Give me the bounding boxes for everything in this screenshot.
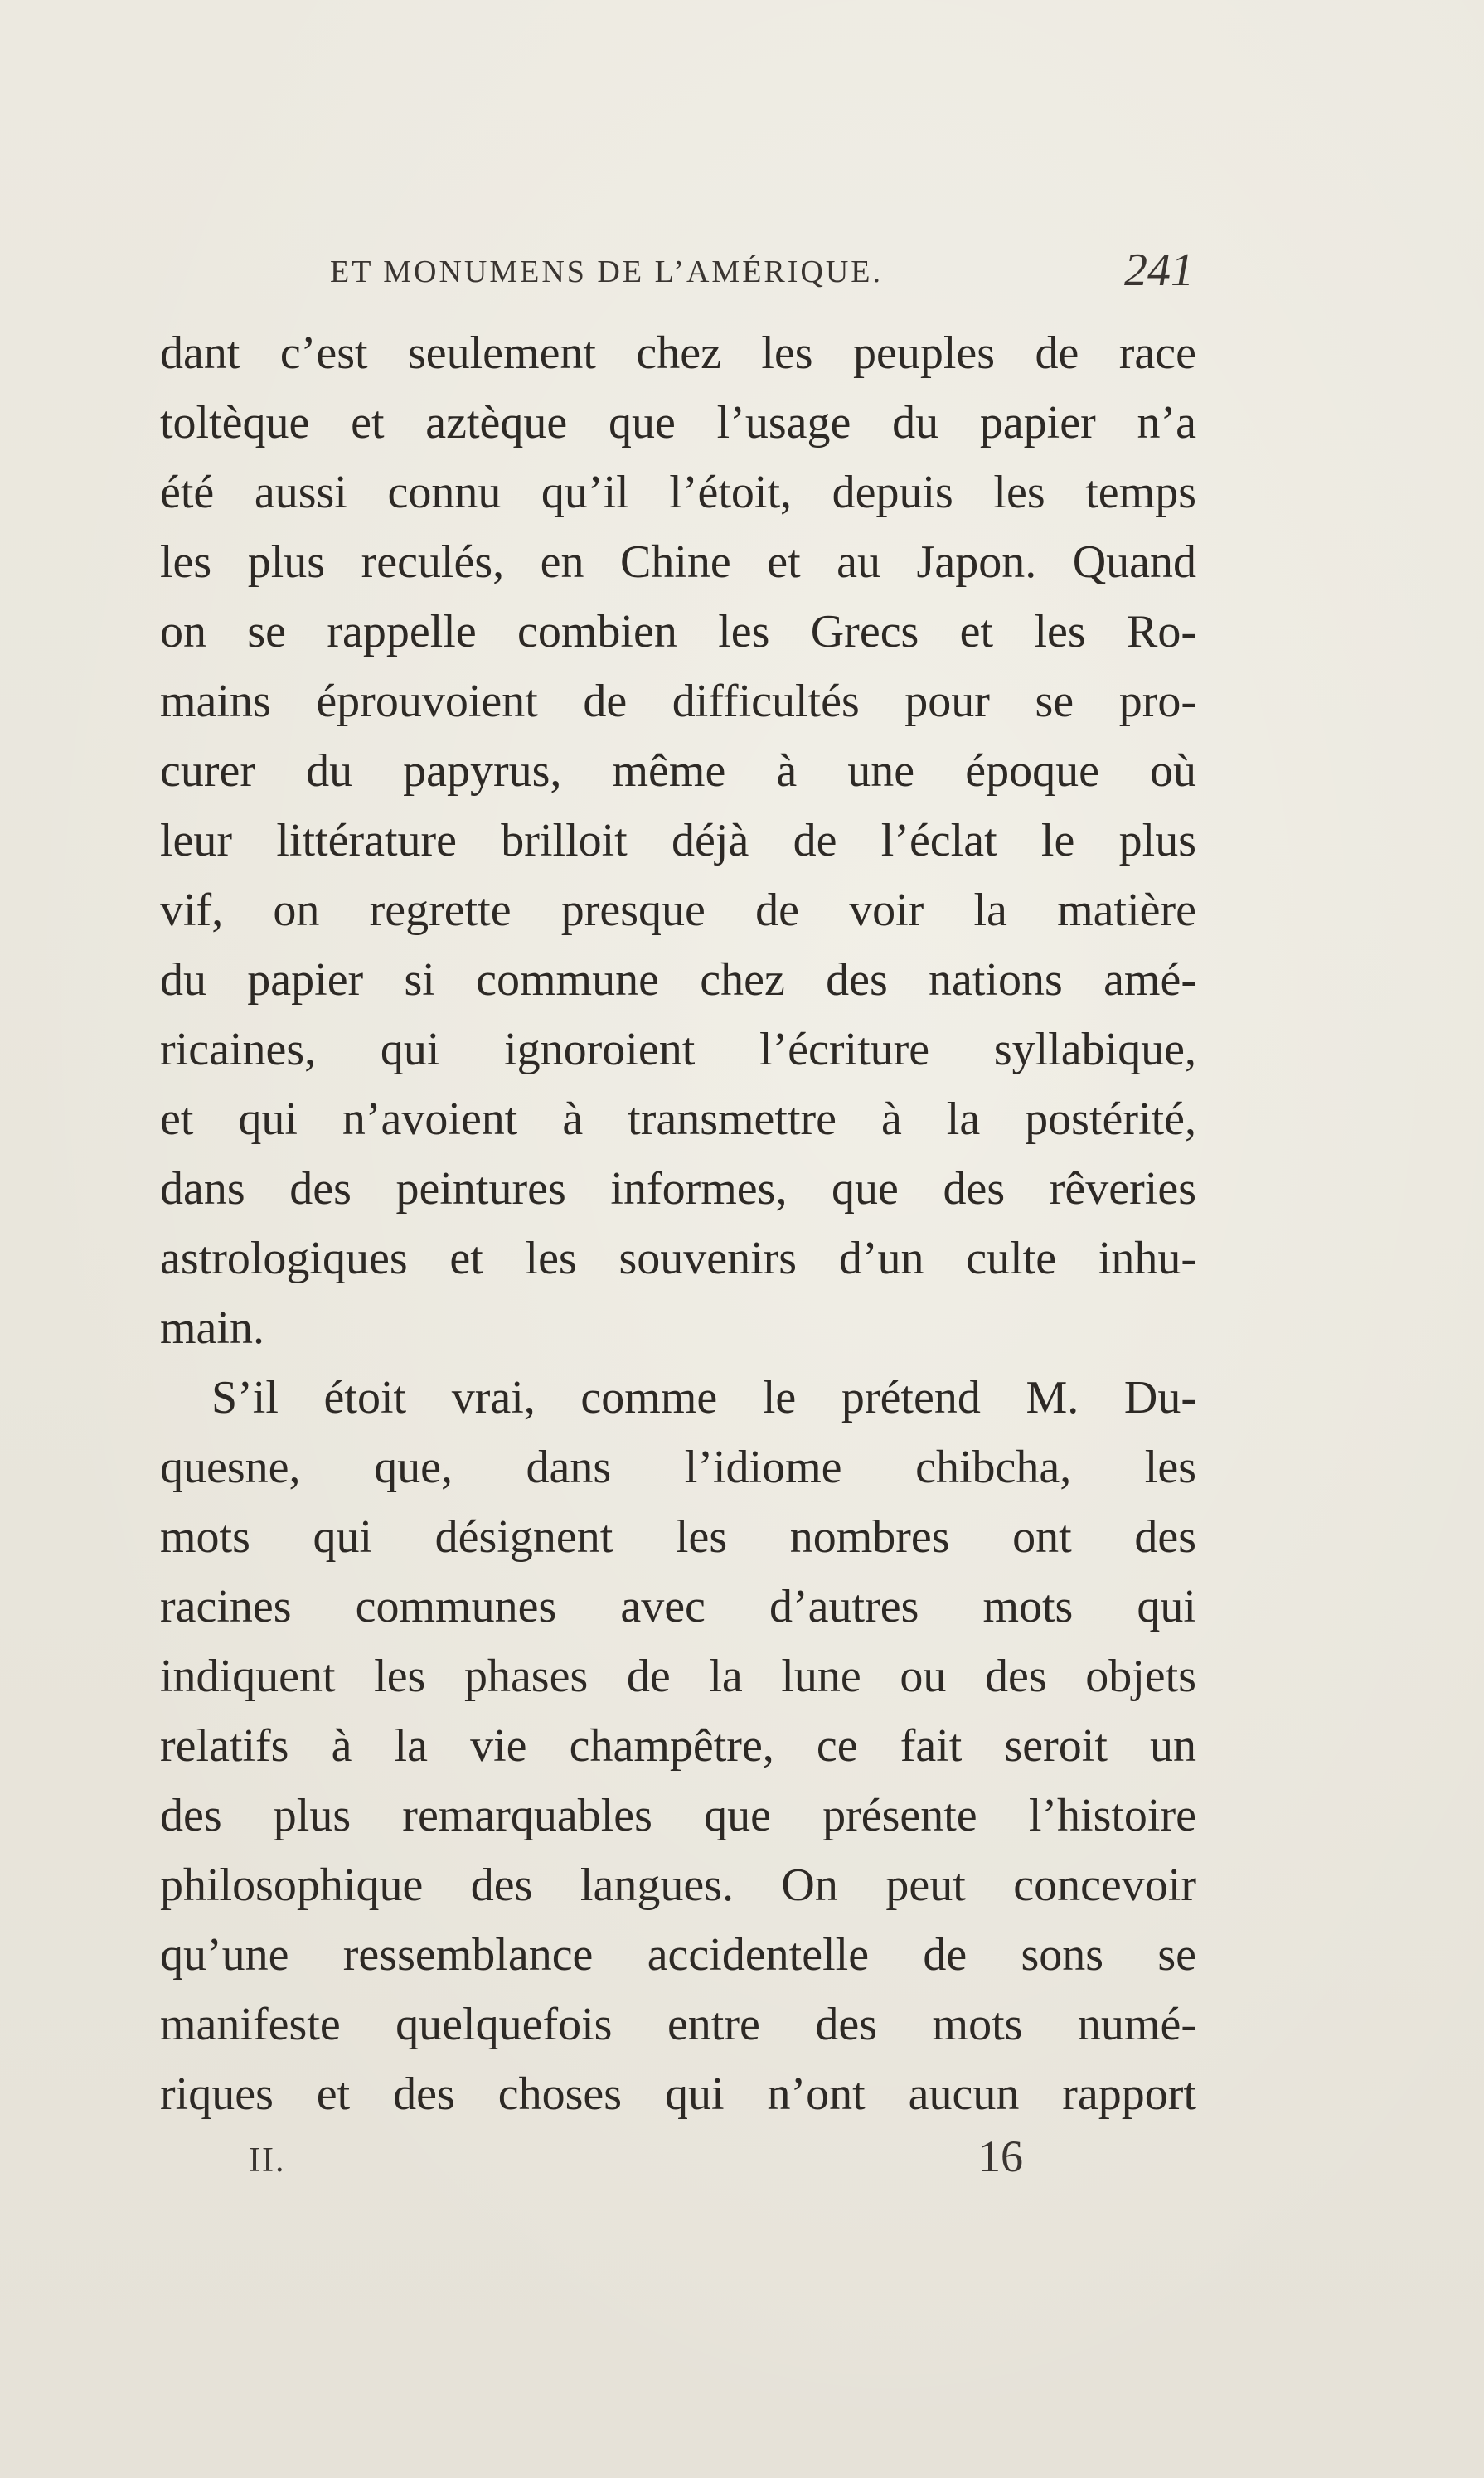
signature-mark: II. (249, 2141, 286, 2180)
text-line: astrologiques et les souvenirs d’un culte inhu- (160, 1233, 1196, 1284)
text-line: leur littérature brilloit déjà de l’éclat le plus (160, 815, 1196, 866)
text-line: racines communes avec d’autres mots qui (160, 1581, 1196, 1632)
text-line: relatifs à la vie champêtre, ce fait seroit un (160, 1720, 1196, 1772)
text-line: quesne, que, dans l’idiome chibcha, les (160, 1442, 1196, 1493)
text-line: des plus remarquables que présente l’histoire (160, 1790, 1196, 1841)
text-line: dans des peintures informes, que des rêveries (160, 1163, 1196, 1215)
text-line: ricaines, qui ignoroient l’écriture syllabique, (160, 1024, 1196, 1075)
text-line: qu’une ressemblance accidentelle de sons se (160, 1929, 1196, 1981)
page-number: 241 (1124, 245, 1194, 296)
body-text (160, 318, 1196, 2129)
page-footer (0, 2131, 1484, 2197)
page-header (330, 245, 1200, 307)
paragraph-end-line: main. (160, 1302, 264, 1354)
text-line: on se rappelle combien les Grecs et les Ro- (160, 606, 1196, 657)
text-line: dant c’est seulement chez les peuples de race (160, 327, 1196, 379)
text-line: du papier si commune chez des nations amé- (160, 954, 1196, 1006)
text-line: curer du papyrus, même à une époque où (160, 745, 1196, 797)
text-line: philosophique des langues. On peut concevoir (160, 1860, 1196, 1911)
text-line: les plus reculés, en Chine et au Japon. Quand (160, 536, 1196, 588)
running-title: ET MONUMENS DE L’AMÉRIQUE. (330, 255, 883, 289)
text-line: manifeste quelquefois entre des mots numé- (160, 1999, 1196, 2050)
text-line: indiquent les phases de la lune ou des objets (160, 1651, 1196, 1702)
paragraph-start-line: S’il étoit vrai, comme le prétend M. Du- (211, 1372, 1196, 1423)
text-line: mains éprouvoient de difficultés pour se pro- (160, 676, 1196, 727)
text-line: vif, on regrette presque de voir la matière (160, 885, 1196, 936)
sheet-number: 16 (978, 2131, 1023, 2181)
text-line: été aussi connu qu’il l’étoit, depuis les temps (160, 467, 1196, 518)
text-line: toltèque et aztèque que l’usage du papier n’a (160, 397, 1196, 449)
text-line: et qui n’avoient à transmettre à la postérité, (160, 1094, 1196, 1145)
text-line: mots qui désignent les nombres ont des (160, 1511, 1196, 1563)
text-line: riques et des choses qui n’ont aucun rapport (160, 2068, 1196, 2120)
